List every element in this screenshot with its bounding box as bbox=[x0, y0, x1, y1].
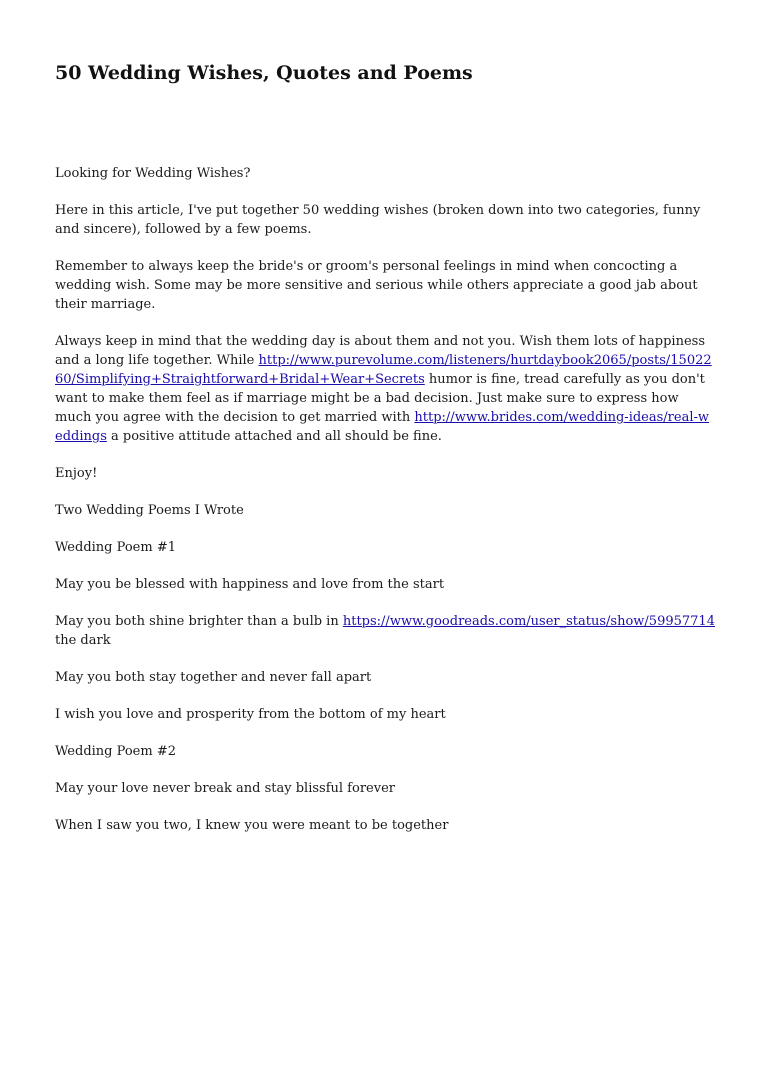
brides-link[interactable]: http://www.brides.com/wedding-ideas/real-weddings bbox=[55, 410, 710, 444]
intro-question: Looking for Wedding Wishes? bbox=[55, 166, 251, 181]
poems-heading: Two Wedding Poems I Wrote bbox=[55, 503, 244, 518]
always-text-b: humor is fine, tread carefully as you don't want to make them feel as if marriage might be a bad decision. Just make sure to express how much you agree with the decision to get married with bbox=[55, 372, 705, 425]
always-text-a: Always keep in mind that the wedding day is about them and not you. Wish them lots of happiness and a long life together. While bbox=[55, 334, 705, 368]
poem2-title: Wedding Poem #2 bbox=[55, 744, 176, 759]
page-title: 50 Wedding Wishes, Quotes and Poems bbox=[55, 62, 473, 84]
document-page bbox=[55, 58, 715, 853]
always-paragraph bbox=[55, 332, 715, 446]
poem1-line2 bbox=[55, 612, 715, 650]
article-paragraph: Here in this article, I've put together 50 wedding wishes (broken down into two categories, funny and sincere), followed by a few poems. bbox=[55, 203, 701, 237]
poem2-line2: When I saw you two, I knew you were meant to be together bbox=[55, 818, 449, 833]
purevolume-link[interactable]: http://www.purevolume.com/listeners/hurtdaybook2065/posts/1502260/Simplifying+Straightforward+Bridal+Wear+Secrets bbox=[55, 353, 712, 387]
poem1-line1: May you be blessed with happiness and love from the start bbox=[55, 577, 445, 592]
poem2-line1: May your love never break and stay blissful forever bbox=[55, 781, 395, 796]
always-text-c: a positive attitude attached and all should be fine. bbox=[106, 429, 442, 444]
poem1-title: Wedding Poem #1 bbox=[55, 540, 176, 555]
poem1-line4: I wish you love and prosperity from the bottom of my heart bbox=[55, 707, 446, 722]
goodreads-link[interactable]: https://www.goodreads.com/user_status/show/59957714 bbox=[342, 614, 715, 629]
poem1-line3: May you both stay together and never fall apart bbox=[55, 670, 372, 685]
enjoy-text: Enjoy! bbox=[55, 466, 98, 481]
poem1-line2-text-b: the dark bbox=[55, 633, 111, 648]
remember-paragraph: Remember to always keep the bride's or groom's personal feelings in mind when concocting a wedding wish. Some may be more sensitive and serious while others appreciate a good jab about their marriage. bbox=[55, 259, 698, 312]
poem1-line2-text-a: May you both shine brighter than a bulb in bbox=[55, 614, 343, 629]
